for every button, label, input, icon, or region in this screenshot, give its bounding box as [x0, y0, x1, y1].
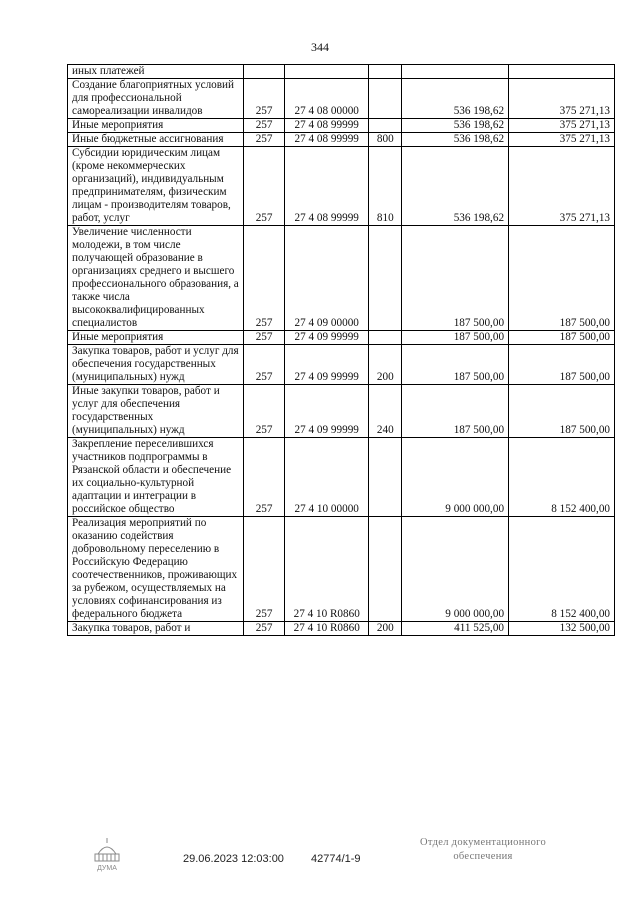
cell-csr: 27 4 10 R0860 — [284, 517, 369, 622]
cell-value-1 — [402, 65, 509, 79]
footer-timestamp: 29.06.2023 12:03:00 — [183, 853, 284, 865]
duma-logo-icon — [80, 834, 134, 874]
cell-code: 257 — [244, 119, 285, 133]
cell-code: 257 — [244, 438, 285, 517]
cell-value-1: 187 500,00 — [402, 385, 509, 438]
cell-value-2: 375 271,13 — [509, 147, 615, 226]
cell-name: иных платежей — [68, 65, 244, 79]
cell-vr — [369, 65, 402, 79]
cell-code: 257 — [244, 345, 285, 385]
cell-name: Субсидии юридическим лицам (кроме некоммерческих организаций), индивидуальным предпринимателям, физическим лицам - производителям товаров, работ, услуг — [68, 147, 244, 226]
cell-value-2: 375 271,13 — [509, 119, 615, 133]
cell-value-1: 187 500,00 — [402, 331, 509, 345]
stamp-line-2: обеспечения — [453, 851, 513, 862]
cell-name: Реализация мероприятий по оказанию содействия добровольному переселению в Российскую Федерацию соотечественников, проживающих за рубежом, осуществляемых на условиях софинансирования из федерального бюджета — [68, 517, 244, 622]
cell-value-2: 187 500,00 — [509, 345, 615, 385]
cell-value-2: 187 500,00 — [509, 385, 615, 438]
cell-csr: 27 4 08 99999 — [284, 147, 369, 226]
cell-name: Иные закупки товаров, работ и услуг для обеспечения государственных (муниципальных) нужд — [68, 385, 244, 438]
cell-code: 257 — [244, 147, 285, 226]
cell-name: Закрепление переселившихся участников подпрограммы в Рязанской области и обеспечение их социально-культурной адаптации и интеграции в российское общество — [68, 438, 244, 517]
cell-vr: 240 — [369, 385, 402, 438]
cell-csr: 27 4 09 99999 — [284, 331, 369, 345]
cell-name: Увеличение численности молодежи, в том числе получающей образование в организациях среднего и высшего профессионального образования, а также числа высококвалифицированных специалистов — [68, 226, 244, 331]
cell-name: Иные бюджетные ассигнования — [68, 133, 244, 147]
budget-table — [67, 64, 615, 636]
table-row — [68, 622, 615, 636]
cell-value-1: 411 525,00 — [402, 622, 509, 636]
cell-csr: 27 4 10 R0860 — [284, 622, 369, 636]
cell-csr: 27 4 09 99999 — [284, 345, 369, 385]
table-row — [68, 65, 615, 79]
logo-text: ДУМА — [97, 865, 117, 872]
cell-name: Закупка товаров, работ и услуг для обеспечения государственных (муниципальных) нужд — [68, 345, 244, 385]
cell-value-1: 9 000 000,00 — [402, 438, 509, 517]
cell-value-2: 8 152 400,00 — [509, 438, 615, 517]
cell-name: Создание благоприятных условий для профессиональной самореализации инвалидов — [68, 79, 244, 119]
cell-vr — [369, 119, 402, 133]
table-row — [68, 345, 615, 385]
cell-vr — [369, 331, 402, 345]
cell-vr — [369, 438, 402, 517]
table-row — [68, 147, 615, 226]
cell-value-1: 536 198,62 — [402, 147, 509, 226]
cell-code: 257 — [244, 79, 285, 119]
cell-vr: 810 — [369, 147, 402, 226]
cell-value-2: 8 152 400,00 — [509, 517, 615, 622]
cell-vr — [369, 79, 402, 119]
cell-code: 257 — [244, 133, 285, 147]
cell-value-2: 187 500,00 — [509, 226, 615, 331]
stamp-line-1: Отдел документационного — [419, 837, 547, 848]
budget-table-body — [68, 65, 615, 636]
table-row — [68, 133, 615, 147]
cell-value-1: 536 198,62 — [402, 119, 509, 133]
cell-name: Иные мероприятия — [68, 119, 244, 133]
cell-vr: 800 — [369, 133, 402, 147]
table-row — [68, 79, 615, 119]
cell-vr — [369, 226, 402, 331]
cell-code — [244, 65, 285, 79]
cell-csr: 27 4 08 00000 — [284, 79, 369, 119]
cell-value-2: 375 271,13 — [509, 79, 615, 119]
table-row — [68, 119, 615, 133]
cell-csr — [284, 65, 369, 79]
table-row — [68, 517, 615, 622]
cell-code: 257 — [244, 331, 285, 345]
cell-value-2: 187 500,00 — [509, 331, 615, 345]
cell-csr: 27 4 08 99999 — [284, 133, 369, 147]
cell-code: 257 — [244, 622, 285, 636]
cell-csr: 27 4 09 00000 — [284, 226, 369, 331]
cell-vr: 200 — [369, 345, 402, 385]
cell-csr: 27 4 09 99999 — [284, 385, 369, 438]
cell-vr: 200 — [369, 622, 402, 636]
table-row — [68, 385, 615, 438]
cell-value-2: 132 500,00 — [509, 622, 615, 636]
table-row — [68, 438, 615, 517]
cell-vr — [369, 517, 402, 622]
cell-code: 257 — [244, 385, 285, 438]
cell-name: Иные мероприятия — [68, 331, 244, 345]
cell-code: 257 — [244, 517, 285, 622]
footer-reg-number: 42774/1-9 — [311, 853, 361, 865]
cell-value-1: 536 198,62 — [402, 79, 509, 119]
page-number: 344 — [311, 40, 329, 54]
cell-value-2 — [509, 65, 615, 79]
table-row — [68, 226, 615, 331]
cell-value-1: 187 500,00 — [402, 226, 509, 331]
department-stamp — [403, 836, 563, 864]
cell-csr: 27 4 08 99999 — [284, 119, 369, 133]
cell-value-1: 187 500,00 — [402, 345, 509, 385]
cell-value-1: 536 198,62 — [402, 133, 509, 147]
table-row — [68, 331, 615, 345]
cell-value-2: 375 271,13 — [509, 133, 615, 147]
cell-code: 257 — [244, 226, 285, 331]
cell-name: Закупка товаров, работ и — [68, 622, 244, 636]
cell-value-1: 9 000 000,00 — [402, 517, 509, 622]
cell-csr: 27 4 10 00000 — [284, 438, 369, 517]
